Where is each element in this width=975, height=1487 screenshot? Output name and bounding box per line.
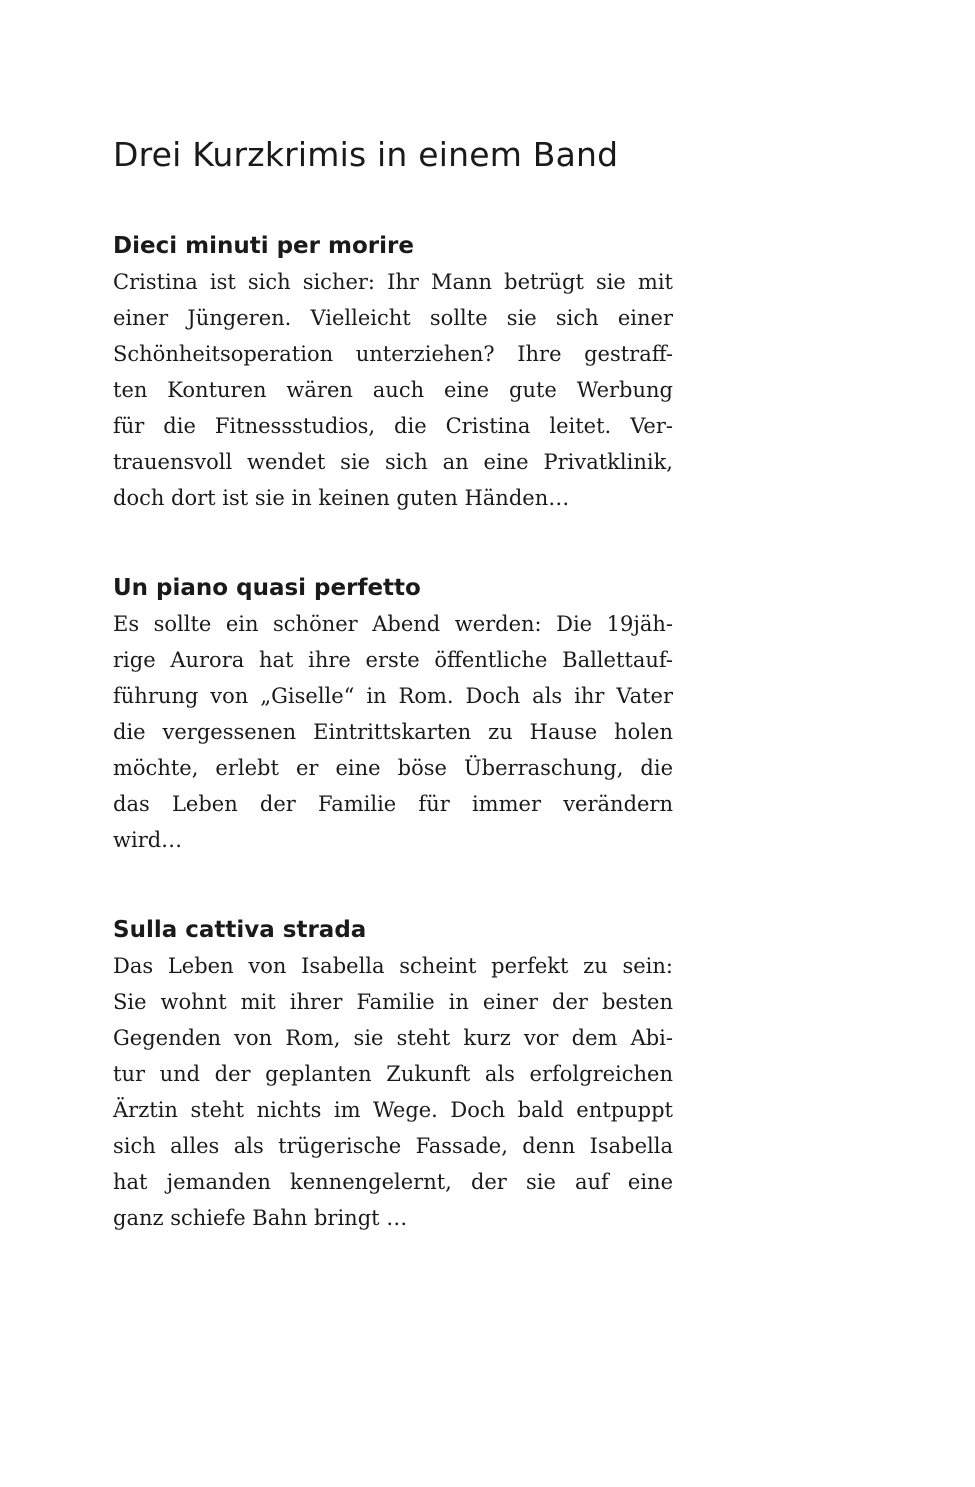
text-line: Ärztin steht nichts im Wege. Doch bald entpuppt — [113, 1098, 673, 1122]
story-text — [113, 264, 673, 516]
text-line: trauensvoll wendet sie sich an eine Privatklinik, — [113, 450, 673, 474]
story-text — [113, 606, 673, 858]
story-title: Sulla cattiva strada — [113, 917, 367, 943]
story-title: Un piano quasi perfetto — [113, 575, 421, 601]
text-line: Das Leben von Isabella scheint perfekt zu sein: — [113, 954, 673, 978]
text-line: doch dort ist sie in keinen guten Händen… — [113, 486, 570, 510]
story-section — [113, 230, 673, 516]
text-line: rige Aurora hat ihre erste öffentliche Ballettauf- — [113, 648, 673, 672]
text-line: das Leben der Familie für immer verändern — [113, 792, 673, 816]
page-title: Drei Kurzkrimis in einem Band — [113, 135, 619, 174]
text-line: die vergessenen Eintrittskarten zu Hause holen — [113, 720, 673, 744]
text-line: Sie wohnt mit ihrer Familie in einer der besten — [113, 990, 673, 1014]
text-line: möchte, erlebt er eine böse Überraschung, die — [113, 756, 673, 780]
text-line: wird… — [113, 828, 183, 852]
text-line: Gegenden von Rom, sie steht kurz vor dem Abi- — [113, 1026, 673, 1050]
text-line: hat jemanden kennengelernt, der sie auf eine — [113, 1170, 673, 1194]
text-line: ganz schiefe Bahn bringt … — [113, 1206, 408, 1230]
text-line: Schönheitsoperation unterziehen? Ihre gestraff- — [113, 342, 673, 366]
text-line: für die Fitnessstudios, die Cristina leitet. Ver- — [113, 414, 673, 438]
text-line: einer Jüngeren. Vielleicht sollte sie sich einer — [113, 306, 673, 330]
text-line: Cristina ist sich sicher: Ihr Mann betrügt sie mit — [113, 270, 673, 294]
text-line: sich alles als trügerische Fassade, denn Isabella — [113, 1134, 673, 1158]
text-line: Es sollte ein schöner Abend werden: Die 19jäh- — [113, 612, 673, 636]
text-line: führung von „Giselle“ in Rom. Doch als ihr Vater — [113, 684, 673, 708]
story-section — [113, 572, 673, 858]
text-line: ten Konturen wären auch eine gute Werbung — [113, 378, 673, 402]
story-title: Dieci minuti per morire — [113, 233, 414, 259]
text-line: tur und der geplanten Zukunft als erfolgreichen — [113, 1062, 673, 1086]
story-section — [113, 914, 673, 1236]
story-text — [113, 948, 673, 1236]
